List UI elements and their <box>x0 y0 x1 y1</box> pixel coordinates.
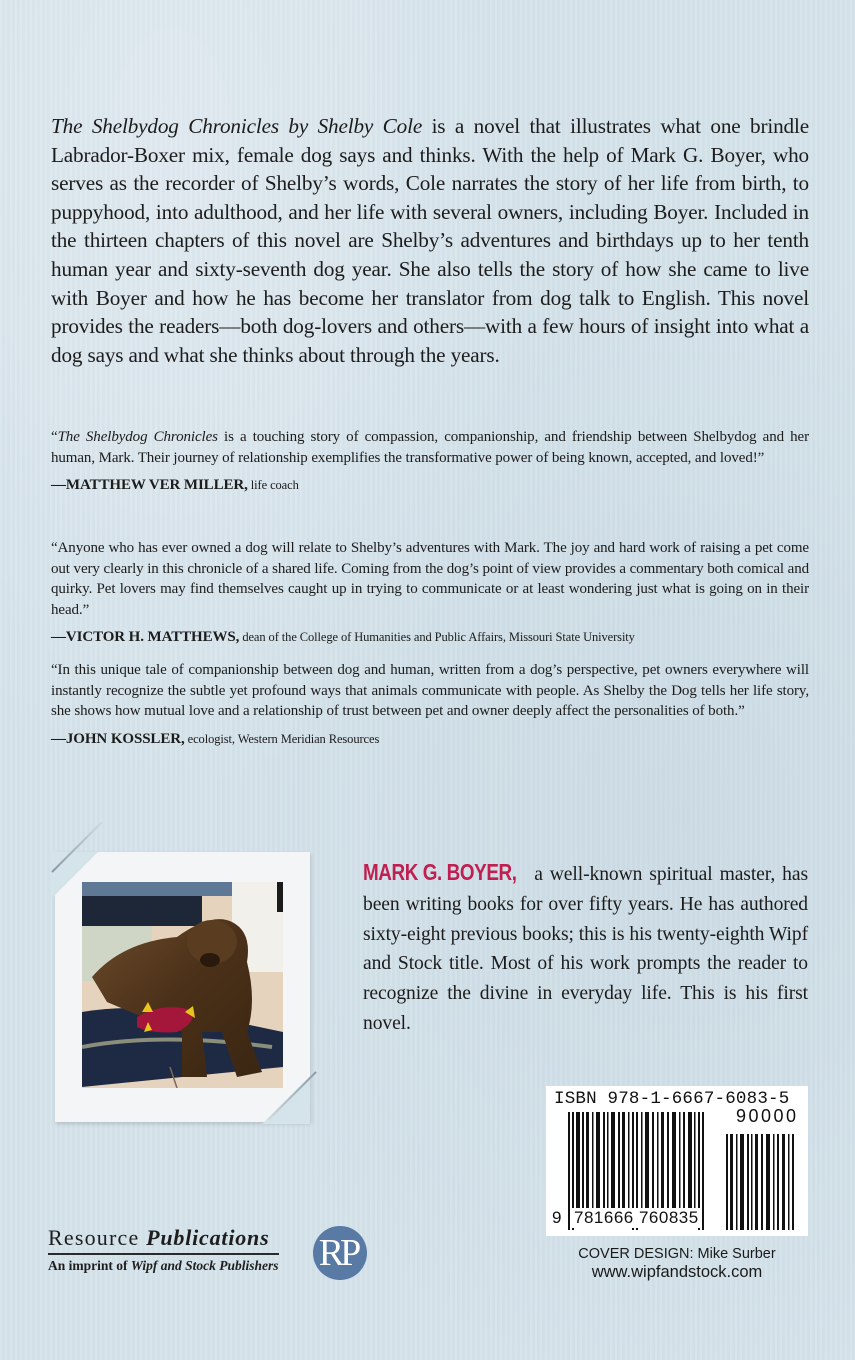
imprint-prefix: An imprint of <box>48 1258 131 1273</box>
credits <box>548 1246 806 1282</box>
endorser-role: dean of the College of Humanities and Public Affairs, Missouri State University <box>239 630 635 644</box>
publisher-name-regular: Resource <box>48 1225 147 1250</box>
endorsement-text <box>51 427 809 468</box>
publisher-name <box>48 1226 279 1255</box>
endorsement-body: is a touching story of compassion, companionship, and friendship between Shelbydog and her human, Mark. Their journey of relationship exemplifies the transformative power of being known, accepted, and loved!” <box>51 429 809 466</box>
endorser-role: life coach <box>247 478 299 492</box>
author-bio <box>363 858 808 1039</box>
endorsement-text: “Anyone who has ever owned a dog will relate to Shelby’s adventures with Mark. The joy and hard work of raising a pet come out very clearly in this chronicle of a shared life. Coming from the dog’s point of view provides a commentary both comical and quirky. Pet lovers may find themselves caught up in trying to communicate or at least wondering just what is going on in their head.” <box>51 540 809 618</box>
ean-digits: 781666 760835 <box>574 1208 699 1227</box>
endorsement-book-title: The Shelbydog Chronicles <box>57 429 218 445</box>
publisher-logo <box>48 1226 279 1274</box>
endorser-name: —VICTOR H. MATTHEWS, <box>51 629 240 645</box>
imprint-name: Wipf and Stock Publishers <box>130 1258 279 1273</box>
open-quote: “ <box>51 429 58 445</box>
endorsement-attribution <box>51 729 809 751</box>
isbn-barcode <box>546 1086 808 1236</box>
cover-design-credit: COVER DESIGN: Mike Surber <box>578 1246 776 1262</box>
barcode-addon-number: 90000 <box>736 1106 799 1126</box>
author-name: MARK G. BOYER, <box>363 859 517 885</box>
endorsement-attribution <box>51 475 809 497</box>
book-description <box>51 112 809 369</box>
isbn-label: ISBN 978-1-6667-6083-5 <box>554 1089 790 1109</box>
endorser-role: ecologist, Western Meridian Resources <box>184 731 380 746</box>
rp-logo-icon: RP <box>313 1226 367 1280</box>
dog-photo <box>82 882 283 1088</box>
endorser-name: —MATTHEW VER MILLER, <box>51 477 248 493</box>
endorsement-3 <box>51 660 809 750</box>
endorser-name: —JOHN KOSSLER, <box>51 730 185 747</box>
publisher-name-italic: Publications <box>146 1225 270 1250</box>
author-bio-text: a well-known spiritual master, has been writing books for over fifty years. He has authored sixty-eight previous books; this is his twenty-eighth Wipf and Stock title. Most of his work prompts the reader to recognize the divine in everyday life. This is his first novel. <box>363 864 808 1034</box>
publisher-imprint <box>48 1258 279 1274</box>
book-title-byline: The Shelbydog Chronicles by Shelby Cole <box>51 114 423 138</box>
description-text: is a novel that illustrates what one brindle Labrador-Boxer mix, female dog says and thinks. With the help of Mark G. Boyer, who serves as the recorder of Shelby’s words, Cole narrates the story of her life from birth, to puppyhood, into adulthood, and her life with several owners, including Boyer. Included in the thirteen chapters of this novel are Shelby’s adventures and birthdays up to her tenth human year and sixty-seventh dog year. She also tells the story of how she came to live with Boyer and how he has become her translator from dog talk to English. This novel provides the readers—both dog-lovers and others—with a few hours of insight into what a dog says and what she thinks about through the years. <box>51 114 809 367</box>
endorsement-2 <box>51 538 809 649</box>
endorsement-1 <box>51 427 809 497</box>
ean-first-digit: 9 <box>552 1208 562 1227</box>
endorsement-text: “In this unique tale of companionship between dog and human, written from a dog’s perspective, pet owners everywhere will instantly recognize the subtle yet profound ways that animals communicate with people. As Shelby the Dog tells her life story, she shows how mutual love and a relationship of trust between pet and owner deeply affect the personalities of both.” <box>51 662 809 719</box>
dog-photo-image <box>82 882 283 1088</box>
publisher-url: www.wipfandstock.com <box>591 1263 763 1281</box>
endorsement-attribution <box>51 627 809 649</box>
